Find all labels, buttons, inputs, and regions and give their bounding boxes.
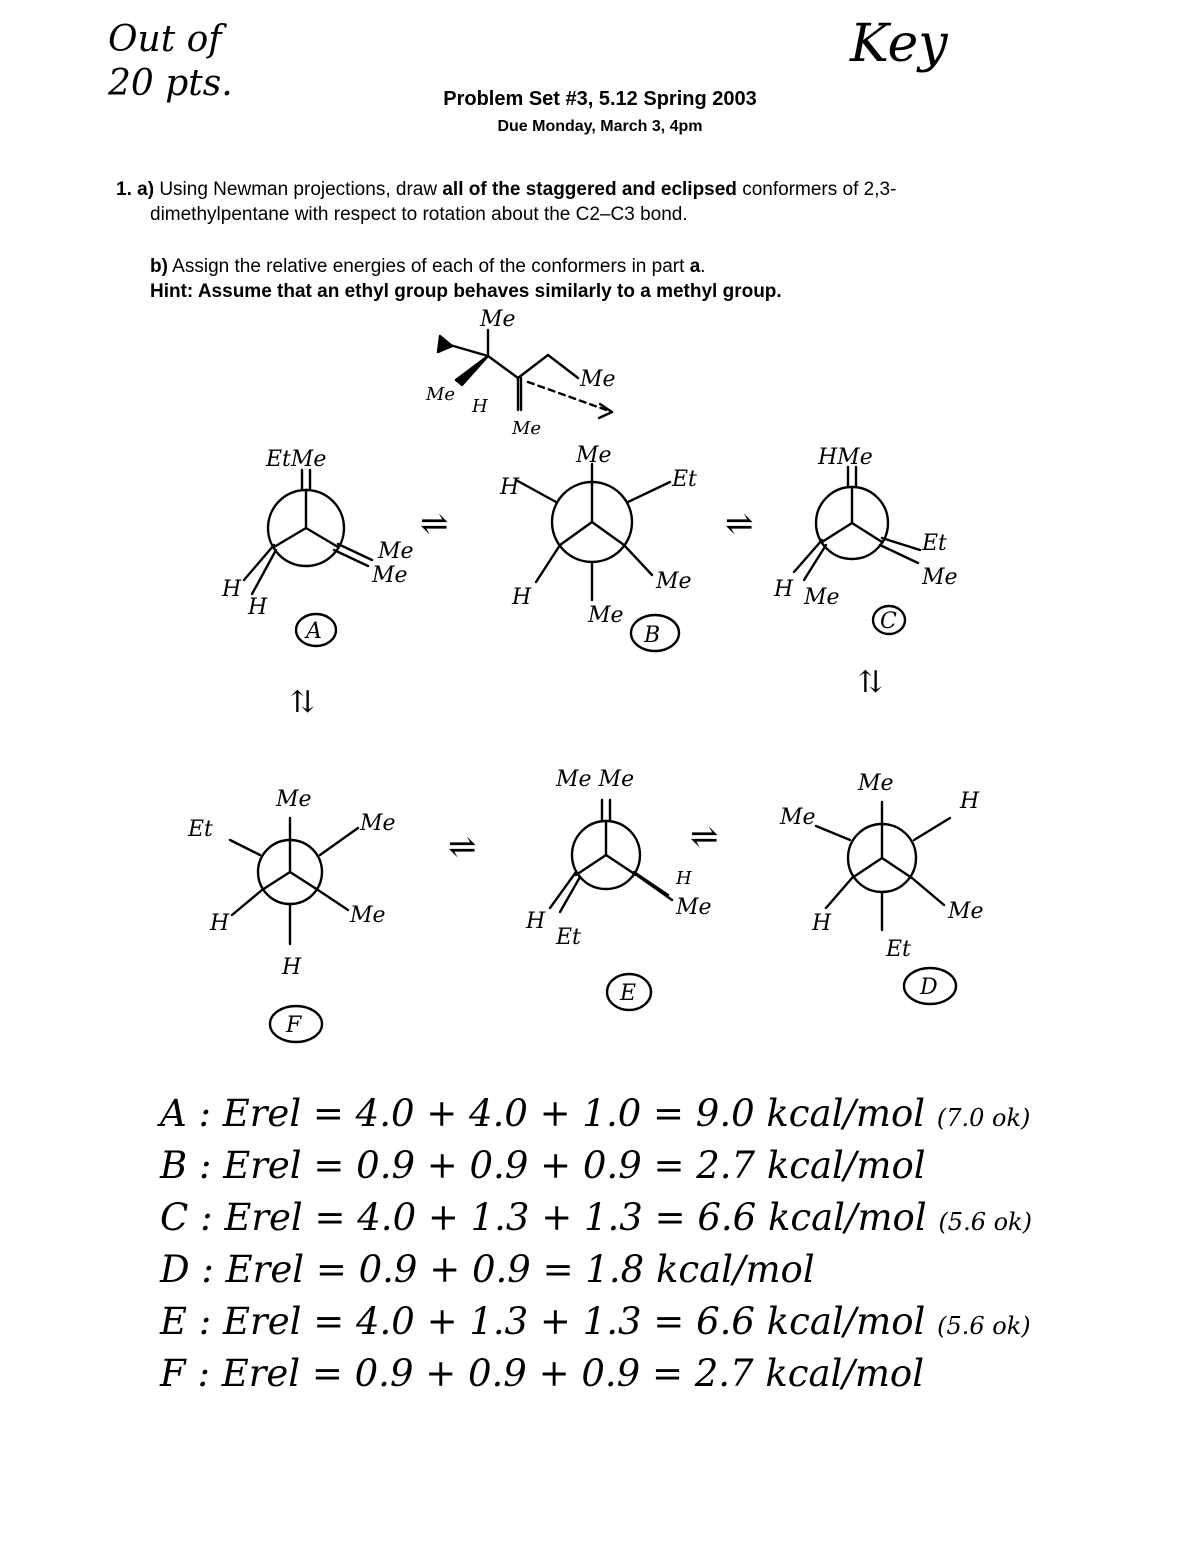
- skeleton-me-bottom: Me: [512, 418, 542, 439]
- energy-row: A : Erel = 4.0 + 4.0 + 1.0 = 9.0 kcal/mol (7.0 ok): [160, 1092, 1031, 1135]
- C-right-2: Me: [922, 565, 958, 590]
- B-lower-left: H: [512, 585, 532, 610]
- D-lower-left: H: [812, 911, 832, 936]
- A-left-2: H: [248, 595, 268, 620]
- skeleton-me-right: Me: [580, 367, 616, 392]
- points-line-2: 20 pts.: [108, 63, 233, 104]
- newman-F: [230, 818, 358, 1042]
- part-b-end: .: [700, 256, 706, 277]
- equilibrium-A-F: ⇅: [290, 685, 316, 720]
- D-upper-right: H: [960, 789, 980, 814]
- skeleton-h: H: [472, 396, 488, 417]
- part-a-text-3: dimethylpentane with respect to rotation about the C2–C3 bond.: [150, 204, 688, 225]
- A-left-1: H: [222, 577, 242, 602]
- D-bottom: Et: [886, 937, 911, 962]
- question-number: 1.: [116, 179, 132, 200]
- part-a-label: a): [137, 179, 155, 200]
- newman-E: [550, 800, 672, 1010]
- energy-expr: Erel = 4.0 + 4.0 + 1.0 = 9.0 kcal/mol: [222, 1092, 926, 1135]
- hint: Hint: Assume that an ethyl group behaves similarly to a methyl group.: [150, 281, 782, 302]
- C-left-2: Me: [804, 585, 840, 610]
- energy-expr: Erel = 4.0 + 1.3 + 1.3 = 6.6 kcal/mol: [224, 1196, 927, 1239]
- B-lower-right: Me: [656, 569, 692, 594]
- B-bottom: Me: [588, 603, 624, 628]
- C-left-1: H: [774, 577, 794, 602]
- energy-row: B : Erel = 0.9 + 0.9 + 0.9 = 2.7 kcal/mol: [160, 1144, 926, 1187]
- page-subtitle: Due Monday, March 3, 4pm: [497, 118, 703, 135]
- equilibrium-F-E: ⇌: [448, 827, 477, 867]
- energy-row: D : Erel = 0.9 + 0.9 = 1.8 kcal/mol: [160, 1248, 815, 1291]
- equilibrium-C-D: ⇅: [858, 665, 884, 700]
- E-left-2: Et: [556, 925, 581, 950]
- equilibrium-E-D: ⇌: [690, 817, 719, 857]
- F-upper-right: Me: [360, 811, 396, 836]
- page-title: Problem Set #3, 5.12 Spring 2003: [443, 88, 757, 110]
- A-back-right-2: Me: [372, 563, 408, 588]
- F-lower-right: Me: [350, 903, 386, 928]
- A-front-top: EtMe: [266, 447, 327, 472]
- B-upper-right: Et: [672, 467, 697, 492]
- energy-row: C : Erel = 4.0 + 1.3 + 1.3 = 6.6 kcal/mol (5.6 ok): [160, 1196, 1032, 1239]
- part-b-label: b): [150, 256, 168, 277]
- E-top: Me Me: [556, 767, 635, 792]
- D-upper-left: Me: [780, 805, 816, 830]
- energy-label: B: [160, 1144, 188, 1187]
- part-b-text: Assign the relative energies of each of the conformers in part: [172, 256, 685, 277]
- D-top: Me: [858, 771, 894, 796]
- F-upper-left: Et: [188, 817, 213, 842]
- F-top: Me: [276, 787, 312, 812]
- C-label: C: [880, 609, 897, 634]
- equilibrium-B-C: ⇌: [725, 504, 754, 544]
- A-back-right-1: Me: [378, 539, 414, 564]
- energy-row: F : Erel = 0.9 + 0.9 + 0.9 = 2.7 kcal/mol: [160, 1352, 925, 1395]
- equilibrium-A-B: ⇌: [420, 504, 449, 544]
- energy-row: E : Erel = 4.0 + 1.3 + 1.3 = 6.6 kcal/mol (5.6 ok): [160, 1300, 1031, 1343]
- energy-expr: Erel = 0.9 + 0.9 + 0.9 = 2.7 kcal/mol: [221, 1352, 925, 1395]
- energy-label: F: [160, 1352, 186, 1395]
- part-b-bold: a: [689, 256, 701, 277]
- C-right-1: Et: [922, 531, 947, 556]
- energy-expr: Erel = 0.9 + 0.9 + 0.9 = 2.7 kcal/mol: [223, 1144, 926, 1187]
- part-a-text-1: Using Newman projections, draw: [159, 179, 438, 200]
- E-right-1: H: [676, 868, 692, 889]
- skeleton-me-top: Me: [480, 307, 516, 332]
- energy-expr: Erel = 0.9 + 0.9 = 1.8 kcal/mol: [225, 1248, 815, 1291]
- key-label: Key: [850, 14, 948, 74]
- energy-list: [160, 1090, 1032, 1402]
- energy-label: E: [160, 1300, 188, 1343]
- E-right-2: Me: [676, 895, 712, 920]
- A-label: A: [306, 619, 322, 644]
- B-top: Me: [576, 443, 612, 468]
- part-a-text-2: conformers of 2,3-: [742, 179, 897, 200]
- D-label: D: [920, 975, 938, 1000]
- energy-label: D: [160, 1248, 190, 1291]
- E-label: E: [620, 981, 637, 1006]
- B-label: B: [644, 623, 661, 648]
- E-left-1: H: [526, 909, 546, 934]
- energy-note: (5.6 ok): [938, 1208, 1032, 1236]
- D-lower-right: Me: [948, 899, 984, 924]
- F-label: F: [286, 1013, 302, 1038]
- B-upper-left: H: [500, 475, 520, 500]
- points-line-1: Out of: [108, 19, 222, 60]
- energy-note: (7.0 ok): [936, 1104, 1031, 1132]
- energy-label: C: [160, 1196, 189, 1239]
- energy-expr: Erel = 4.0 + 1.3 + 1.3 = 6.6 kcal/mol: [223, 1300, 926, 1343]
- energy-note: (5.6 ok): [937, 1312, 1031, 1340]
- skeleton-me-left: Me: [426, 384, 456, 405]
- C-top: HMe: [818, 445, 873, 470]
- energy-label: A: [160, 1092, 187, 1135]
- newman-D: [816, 802, 956, 1004]
- part-a-bold: all of the staggered and eclipsed: [442, 179, 737, 200]
- F-bottom: H: [282, 955, 302, 980]
- F-lower-left: H: [210, 911, 230, 936]
